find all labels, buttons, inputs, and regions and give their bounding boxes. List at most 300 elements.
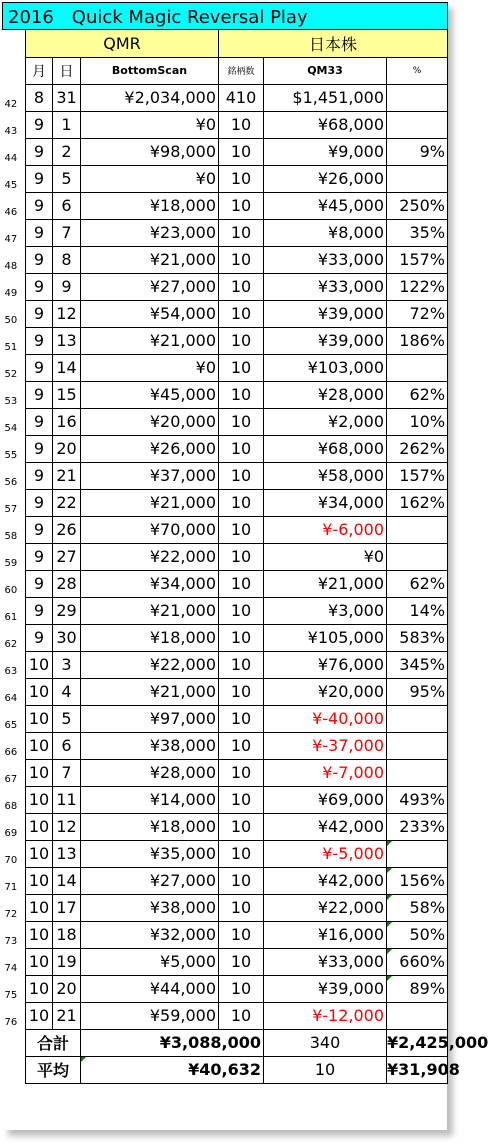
bottomscan-cell[interactable]: ¥20,000: [81, 408, 219, 435]
table-row: [3, 759, 448, 786]
day-cell[interactable]: 1: [53, 111, 81, 138]
total-row: [3, 1029, 448, 1056]
row-number: 45: [3, 165, 26, 192]
table-row: [3, 300, 448, 327]
table-row: [3, 138, 448, 165]
month-cell[interactable]: 9: [26, 597, 53, 624]
day-cell[interactable]: 3: [53, 651, 81, 678]
count-cell[interactable]: 10: [219, 489, 264, 516]
bottomscan-cell[interactable]: ¥27,000: [81, 273, 219, 300]
qm33-cell[interactable]: ¥22,000: [264, 894, 387, 921]
percent-cell[interactable]: [387, 1002, 448, 1029]
table-row: [3, 570, 448, 597]
month-cell[interactable]: 9: [26, 489, 53, 516]
month-cell[interactable]: 10: [26, 840, 53, 867]
table-row: [3, 435, 448, 462]
qm33-cell[interactable]: ¥42,000: [264, 813, 387, 840]
qm33-cell[interactable]: ¥8,000: [264, 219, 387, 246]
qm33-cell[interactable]: ¥-6,000: [264, 516, 387, 543]
row-number: 69: [3, 813, 26, 840]
day-cell[interactable]: 19: [53, 948, 81, 975]
bottomscan-cell[interactable]: ¥14,000: [81, 786, 219, 813]
count-cell[interactable]: 10: [219, 840, 264, 867]
row-number: 55: [3, 435, 26, 462]
month-cell[interactable]: 10: [26, 921, 53, 948]
count-cell[interactable]: 10: [219, 165, 264, 192]
month-cell[interactable]: 9: [26, 273, 53, 300]
count-cell[interactable]: 10: [219, 1002, 264, 1029]
count-cell[interactable]: 10: [219, 111, 264, 138]
month-cell[interactable]: 10: [26, 678, 53, 705]
table-row: [3, 975, 448, 1002]
row-number: [3, 1029, 26, 1056]
spreadsheet: [2, 2, 488, 1130]
title-row: [3, 3, 448, 30]
average-row-qm33[interactable]: ¥31,908: [387, 1056, 448, 1083]
month-cell[interactable]: 9: [26, 111, 53, 138]
percent-cell[interactable]: 10%: [387, 408, 448, 435]
qm33-cell[interactable]: ¥3,000: [264, 597, 387, 624]
col-bottomscan-header[interactable]: BottomScan: [81, 57, 219, 84]
percent-cell[interactable]: 345%: [387, 651, 448, 678]
row-number: 71: [3, 867, 26, 894]
header-row: [3, 30, 448, 58]
percent-cell[interactable]: [387, 759, 448, 786]
table-row: [3, 678, 448, 705]
month-cell[interactable]: 9: [26, 435, 53, 462]
percent-cell[interactable]: 58%: [387, 894, 448, 921]
bottomscan-cell[interactable]: ¥38,000: [81, 732, 219, 759]
count-cell[interactable]: 10: [219, 597, 264, 624]
row-number: 70: [3, 840, 26, 867]
header-qmr[interactable]: QMR: [26, 30, 219, 58]
day-cell[interactable]: 28: [53, 570, 81, 597]
bottomscan-cell[interactable]: ¥28,000: [81, 759, 219, 786]
header-japan-stocks[interactable]: 日本株: [219, 30, 448, 58]
qm33-cell[interactable]: ¥20,000: [264, 678, 387, 705]
table-row: [3, 840, 448, 867]
row-number: 64: [3, 678, 26, 705]
table-row: [3, 894, 448, 921]
month-cell[interactable]: 10: [26, 1002, 53, 1029]
qm33-cell[interactable]: ¥42,000: [264, 867, 387, 894]
row-number: 73: [3, 921, 26, 948]
percent-cell[interactable]: 262%: [387, 435, 448, 462]
percent-cell[interactable]: 62%: [387, 381, 448, 408]
bottomscan-cell[interactable]: ¥21,000: [81, 489, 219, 516]
month-cell[interactable]: 10: [26, 759, 53, 786]
percent-cell[interactable]: 233%: [387, 813, 448, 840]
qm33-cell[interactable]: ¥0: [264, 543, 387, 570]
month-cell[interactable]: 10: [26, 948, 53, 975]
day-cell[interactable]: 5: [53, 705, 81, 732]
qm33-cell[interactable]: ¥33,000: [264, 246, 387, 273]
count-cell[interactable]: 10: [219, 975, 264, 1002]
qm33-cell[interactable]: ¥34,000: [264, 489, 387, 516]
count-cell[interactable]: 410: [219, 84, 264, 111]
percent-cell[interactable]: 89%: [387, 975, 448, 1002]
percent-cell[interactable]: [387, 732, 448, 759]
table-row: [3, 489, 448, 516]
table-row: [3, 381, 448, 408]
subheader-row: [3, 57, 448, 84]
bottomscan-cell[interactable]: ¥70,000: [81, 516, 219, 543]
qm33-cell[interactable]: ¥9,000: [264, 138, 387, 165]
month-cell[interactable]: 10: [26, 975, 53, 1002]
qm33-cell[interactable]: ¥105,000: [264, 624, 387, 651]
day-cell[interactable]: 20: [53, 975, 81, 1002]
percent-cell[interactable]: 9%: [387, 138, 448, 165]
table-row: [3, 597, 448, 624]
month-cell[interactable]: 10: [26, 705, 53, 732]
day-cell[interactable]: 29: [53, 597, 81, 624]
percent-cell[interactable]: 14%: [387, 597, 448, 624]
bottomscan-cell[interactable]: ¥37,000: [81, 462, 219, 489]
percent-cell[interactable]: 660%: [387, 948, 448, 975]
day-cell[interactable]: 31: [53, 84, 81, 111]
bottomscan-cell[interactable]: ¥21,000: [81, 678, 219, 705]
day-cell[interactable]: 7: [53, 219, 81, 246]
row-number: 51: [3, 327, 26, 354]
count-cell[interactable]: 10: [219, 570, 264, 597]
count-cell[interactable]: 10: [219, 192, 264, 219]
col-month-header[interactable]: 月: [26, 57, 53, 84]
bottomscan-cell[interactable]: ¥18,000: [81, 192, 219, 219]
percent-cell[interactable]: 157%: [387, 462, 448, 489]
table-row: [3, 543, 448, 570]
count-cell[interactable]: 10: [219, 813, 264, 840]
month-cell[interactable]: 9: [26, 462, 53, 489]
row-number: 56: [3, 462, 26, 489]
percent-cell[interactable]: [387, 354, 448, 381]
qm33-cell[interactable]: ¥69,000: [264, 786, 387, 813]
sheet-title[interactable]: 2016 Quick Magic Reversal Play: [3, 3, 448, 30]
row-number: 46: [3, 192, 26, 219]
bottomscan-cell[interactable]: ¥5,000: [81, 948, 219, 975]
percent-cell[interactable]: [387, 165, 448, 192]
qm33-cell[interactable]: ¥-40,000: [264, 705, 387, 732]
average-row-count[interactable]: 10: [264, 1056, 387, 1083]
month-cell[interactable]: 9: [26, 543, 53, 570]
qm33-cell[interactable]: ¥68,000: [264, 111, 387, 138]
qm33-cell[interactable]: ¥39,000: [264, 327, 387, 354]
day-cell[interactable]: 20: [53, 435, 81, 462]
count-cell[interactable]: 10: [219, 867, 264, 894]
data-table: [2, 2, 488, 1084]
percent-cell[interactable]: [387, 84, 448, 111]
bottomscan-cell[interactable]: ¥0: [81, 354, 219, 381]
month-cell[interactable]: 9: [26, 570, 53, 597]
count-cell[interactable]: 10: [219, 273, 264, 300]
qm33-cell[interactable]: ¥33,000: [264, 948, 387, 975]
day-cell[interactable]: 5: [53, 165, 81, 192]
bottomscan-cell[interactable]: ¥97,000: [81, 705, 219, 732]
day-cell[interactable]: 21: [53, 1002, 81, 1029]
row-number: 74: [3, 948, 26, 975]
month-cell[interactable]: 10: [26, 732, 53, 759]
table-row: [3, 84, 448, 111]
day-cell[interactable]: 4: [53, 678, 81, 705]
day-cell[interactable]: 21: [53, 462, 81, 489]
qm33-cell[interactable]: ¥2,000: [264, 408, 387, 435]
table-row: [3, 867, 448, 894]
bottomscan-cell[interactable]: ¥35,000: [81, 840, 219, 867]
bottomscan-cell[interactable]: ¥21,000: [81, 597, 219, 624]
month-cell[interactable]: 10: [26, 786, 53, 813]
row-number: 43: [3, 111, 26, 138]
row-number: 72: [3, 894, 26, 921]
day-cell[interactable]: 18: [53, 921, 81, 948]
count-cell[interactable]: 10: [219, 462, 264, 489]
count-cell[interactable]: 10: [219, 435, 264, 462]
day-cell[interactable]: 16: [53, 408, 81, 435]
col-count-header[interactable]: 銘柄数: [219, 57, 264, 84]
percent-cell[interactable]: [387, 705, 448, 732]
count-cell[interactable]: 10: [219, 219, 264, 246]
month-cell[interactable]: 9: [26, 381, 53, 408]
count-cell[interactable]: 10: [219, 786, 264, 813]
row-number: 50: [3, 300, 26, 327]
row-number: 44: [3, 138, 26, 165]
month-cell[interactable]: 10: [26, 651, 53, 678]
month-cell[interactable]: 9: [26, 192, 53, 219]
bottomscan-cell[interactable]: ¥38,000: [81, 894, 219, 921]
bottomscan-cell[interactable]: ¥98,000: [81, 138, 219, 165]
day-cell[interactable]: 27: [53, 543, 81, 570]
day-cell[interactable]: 8: [53, 246, 81, 273]
month-cell[interactable]: 9: [26, 516, 53, 543]
bottomscan-cell[interactable]: ¥23,000: [81, 219, 219, 246]
bottomscan-cell[interactable]: ¥59,000: [81, 1002, 219, 1029]
table-row: [3, 948, 448, 975]
month-cell[interactable]: 9: [26, 300, 53, 327]
qm33-cell[interactable]: ¥103,000: [264, 354, 387, 381]
month-cell[interactable]: 9: [26, 327, 53, 354]
bottomscan-cell[interactable]: ¥21,000: [81, 327, 219, 354]
percent-cell[interactable]: 35%: [387, 219, 448, 246]
count-cell[interactable]: 10: [219, 894, 264, 921]
bottomscan-cell[interactable]: ¥0: [81, 111, 219, 138]
month-cell[interactable]: 8: [26, 84, 53, 111]
row-number: 76: [3, 1002, 26, 1029]
percent-cell[interactable]: 250%: [387, 192, 448, 219]
col-percent-header[interactable]: %: [387, 57, 448, 84]
qm33-cell[interactable]: ¥76,000: [264, 651, 387, 678]
percent-cell[interactable]: 95%: [387, 678, 448, 705]
table-row: [3, 327, 448, 354]
bottomscan-cell[interactable]: ¥45,000: [81, 381, 219, 408]
row-number: 62: [3, 624, 26, 651]
table-row: [3, 192, 448, 219]
table-row: [3, 408, 448, 435]
table-row: [3, 1002, 448, 1029]
qm33-cell[interactable]: ¥39,000: [264, 975, 387, 1002]
day-cell[interactable]: 13: [53, 327, 81, 354]
percent-cell[interactable]: [387, 840, 448, 867]
bottomscan-cell[interactable]: ¥34,000: [81, 570, 219, 597]
row-number: 66: [3, 732, 26, 759]
bottomscan-cell[interactable]: ¥32,000: [81, 921, 219, 948]
percent-cell[interactable]: 186%: [387, 327, 448, 354]
col-day-header[interactable]: 日: [53, 57, 81, 84]
percent-cell[interactable]: 583%: [387, 624, 448, 651]
percent-cell[interactable]: 122%: [387, 273, 448, 300]
qm33-cell[interactable]: ¥26,000: [264, 165, 387, 192]
bottomscan-cell[interactable]: ¥26,000: [81, 435, 219, 462]
day-cell[interactable]: 14: [53, 354, 81, 381]
day-cell[interactable]: 22: [53, 489, 81, 516]
day-cell[interactable]: 12: [53, 300, 81, 327]
count-cell[interactable]: 10: [219, 732, 264, 759]
bottomscan-cell[interactable]: ¥0: [81, 165, 219, 192]
table-row: [3, 219, 448, 246]
percent-cell[interactable]: [387, 516, 448, 543]
total-row-count[interactable]: 340: [264, 1029, 387, 1056]
day-cell[interactable]: 9: [53, 273, 81, 300]
day-cell[interactable]: 2: [53, 138, 81, 165]
row-number: [3, 1056, 26, 1083]
qm33-cell[interactable]: ¥-37,000: [264, 732, 387, 759]
bottomscan-cell[interactable]: ¥44,000: [81, 975, 219, 1002]
row-number: 49: [3, 273, 26, 300]
month-cell[interactable]: 9: [26, 138, 53, 165]
count-cell[interactable]: 10: [219, 651, 264, 678]
bottomscan-cell[interactable]: ¥21,000: [81, 246, 219, 273]
bottomscan-cell[interactable]: ¥2,034,000: [81, 84, 219, 111]
row-number: 75: [3, 975, 26, 1002]
day-cell[interactable]: 13: [53, 840, 81, 867]
table-row: [3, 462, 448, 489]
month-cell[interactable]: 9: [26, 624, 53, 651]
count-cell[interactable]: 10: [219, 759, 264, 786]
table-row: [3, 732, 448, 759]
count-cell[interactable]: 10: [219, 921, 264, 948]
table-row: [3, 921, 448, 948]
month-cell[interactable]: 10: [26, 813, 53, 840]
qm33-cell[interactable]: ¥-5,000: [264, 840, 387, 867]
row-number: 53: [3, 381, 26, 408]
bottomscan-cell[interactable]: ¥22,000: [81, 543, 219, 570]
day-cell[interactable]: 6: [53, 192, 81, 219]
day-cell[interactable]: 6: [53, 732, 81, 759]
qm33-cell[interactable]: ¥39,000: [264, 300, 387, 327]
percent-cell[interactable]: 493%: [387, 786, 448, 813]
percent-cell[interactable]: 162%: [387, 489, 448, 516]
qm33-cell[interactable]: ¥33,000: [264, 273, 387, 300]
count-cell[interactable]: 10: [219, 678, 264, 705]
count-cell[interactable]: 10: [219, 705, 264, 732]
table-row: [3, 165, 448, 192]
count-cell[interactable]: 10: [219, 300, 264, 327]
month-cell[interactable]: 10: [26, 867, 53, 894]
row-number: 42: [3, 84, 26, 111]
count-cell[interactable]: 10: [219, 138, 264, 165]
percent-cell[interactable]: 72%: [387, 300, 448, 327]
row-number: 58: [3, 516, 26, 543]
month-cell[interactable]: 9: [26, 408, 53, 435]
table-row: [3, 624, 448, 651]
percent-cell[interactable]: [387, 543, 448, 570]
table-row: [3, 354, 448, 381]
percent-cell[interactable]: [387, 111, 448, 138]
row-number: 61: [3, 597, 26, 624]
qm33-cell[interactable]: $1,451,000: [264, 84, 387, 111]
day-cell[interactable]: 30: [53, 624, 81, 651]
day-cell[interactable]: 7: [53, 759, 81, 786]
count-cell[interactable]: 10: [219, 354, 264, 381]
table-row: [3, 786, 448, 813]
bottomscan-cell[interactable]: ¥27,000: [81, 867, 219, 894]
col-qm33-header[interactable]: QM33: [264, 57, 387, 84]
bottomscan-cell[interactable]: ¥18,000: [81, 624, 219, 651]
table-row: [3, 705, 448, 732]
count-cell[interactable]: 10: [219, 246, 264, 273]
qm33-cell[interactable]: ¥-7,000: [264, 759, 387, 786]
count-cell[interactable]: 10: [219, 624, 264, 651]
bottomscan-cell[interactable]: ¥18,000: [81, 813, 219, 840]
qm33-cell[interactable]: ¥-12,000: [264, 1002, 387, 1029]
row-number: 52: [3, 354, 26, 381]
table-row: [3, 651, 448, 678]
total-row-qm33[interactable]: ¥2,425,000: [387, 1029, 448, 1056]
row-number: 60: [3, 570, 26, 597]
qm33-cell[interactable]: ¥45,000: [264, 192, 387, 219]
count-cell[interactable]: 10: [219, 948, 264, 975]
count-cell[interactable]: 10: [219, 516, 264, 543]
month-cell[interactable]: 9: [26, 219, 53, 246]
percent-cell[interactable]: 50%: [387, 921, 448, 948]
row-number: 68: [3, 786, 26, 813]
table-row: [3, 813, 448, 840]
average-row-bottomscan[interactable]: ¥40,632: [81, 1056, 264, 1083]
qm33-cell[interactable]: ¥28,000: [264, 381, 387, 408]
qm33-cell[interactable]: ¥16,000: [264, 921, 387, 948]
row-number: 57: [3, 489, 26, 516]
day-cell[interactable]: 26: [53, 516, 81, 543]
table-row: [3, 273, 448, 300]
bottomscan-cell[interactable]: ¥54,000: [81, 300, 219, 327]
qm33-cell[interactable]: ¥58,000: [264, 462, 387, 489]
bottomscan-cell[interactable]: ¥22,000: [81, 651, 219, 678]
total-row-label[interactable]: 合計: [26, 1029, 81, 1056]
average-row-label[interactable]: 平均: [26, 1056, 81, 1083]
month-cell[interactable]: 10: [26, 894, 53, 921]
month-cell[interactable]: 9: [26, 246, 53, 273]
row-number: 47: [3, 219, 26, 246]
count-cell[interactable]: 10: [219, 381, 264, 408]
day-cell[interactable]: 17: [53, 894, 81, 921]
average-row: [3, 1056, 448, 1083]
qm33-cell[interactable]: ¥68,000: [264, 435, 387, 462]
month-cell[interactable]: 9: [26, 354, 53, 381]
row-number: [3, 57, 26, 84]
count-cell[interactable]: 10: [219, 408, 264, 435]
day-cell[interactable]: 11: [53, 786, 81, 813]
percent-cell[interactable]: 62%: [387, 570, 448, 597]
day-cell[interactable]: 15: [53, 381, 81, 408]
percent-cell[interactable]: 156%: [387, 867, 448, 894]
row-number: [3, 30, 26, 58]
day-cell[interactable]: 12: [53, 813, 81, 840]
qm33-cell[interactable]: ¥21,000: [264, 570, 387, 597]
month-cell[interactable]: 9: [26, 165, 53, 192]
day-cell[interactable]: 14: [53, 867, 81, 894]
percent-cell[interactable]: 157%: [387, 246, 448, 273]
count-cell[interactable]: 10: [219, 543, 264, 570]
row-number: 63: [3, 651, 26, 678]
total-row-bottomscan[interactable]: ¥3,088,000: [81, 1029, 264, 1056]
count-cell[interactable]: 10: [219, 327, 264, 354]
